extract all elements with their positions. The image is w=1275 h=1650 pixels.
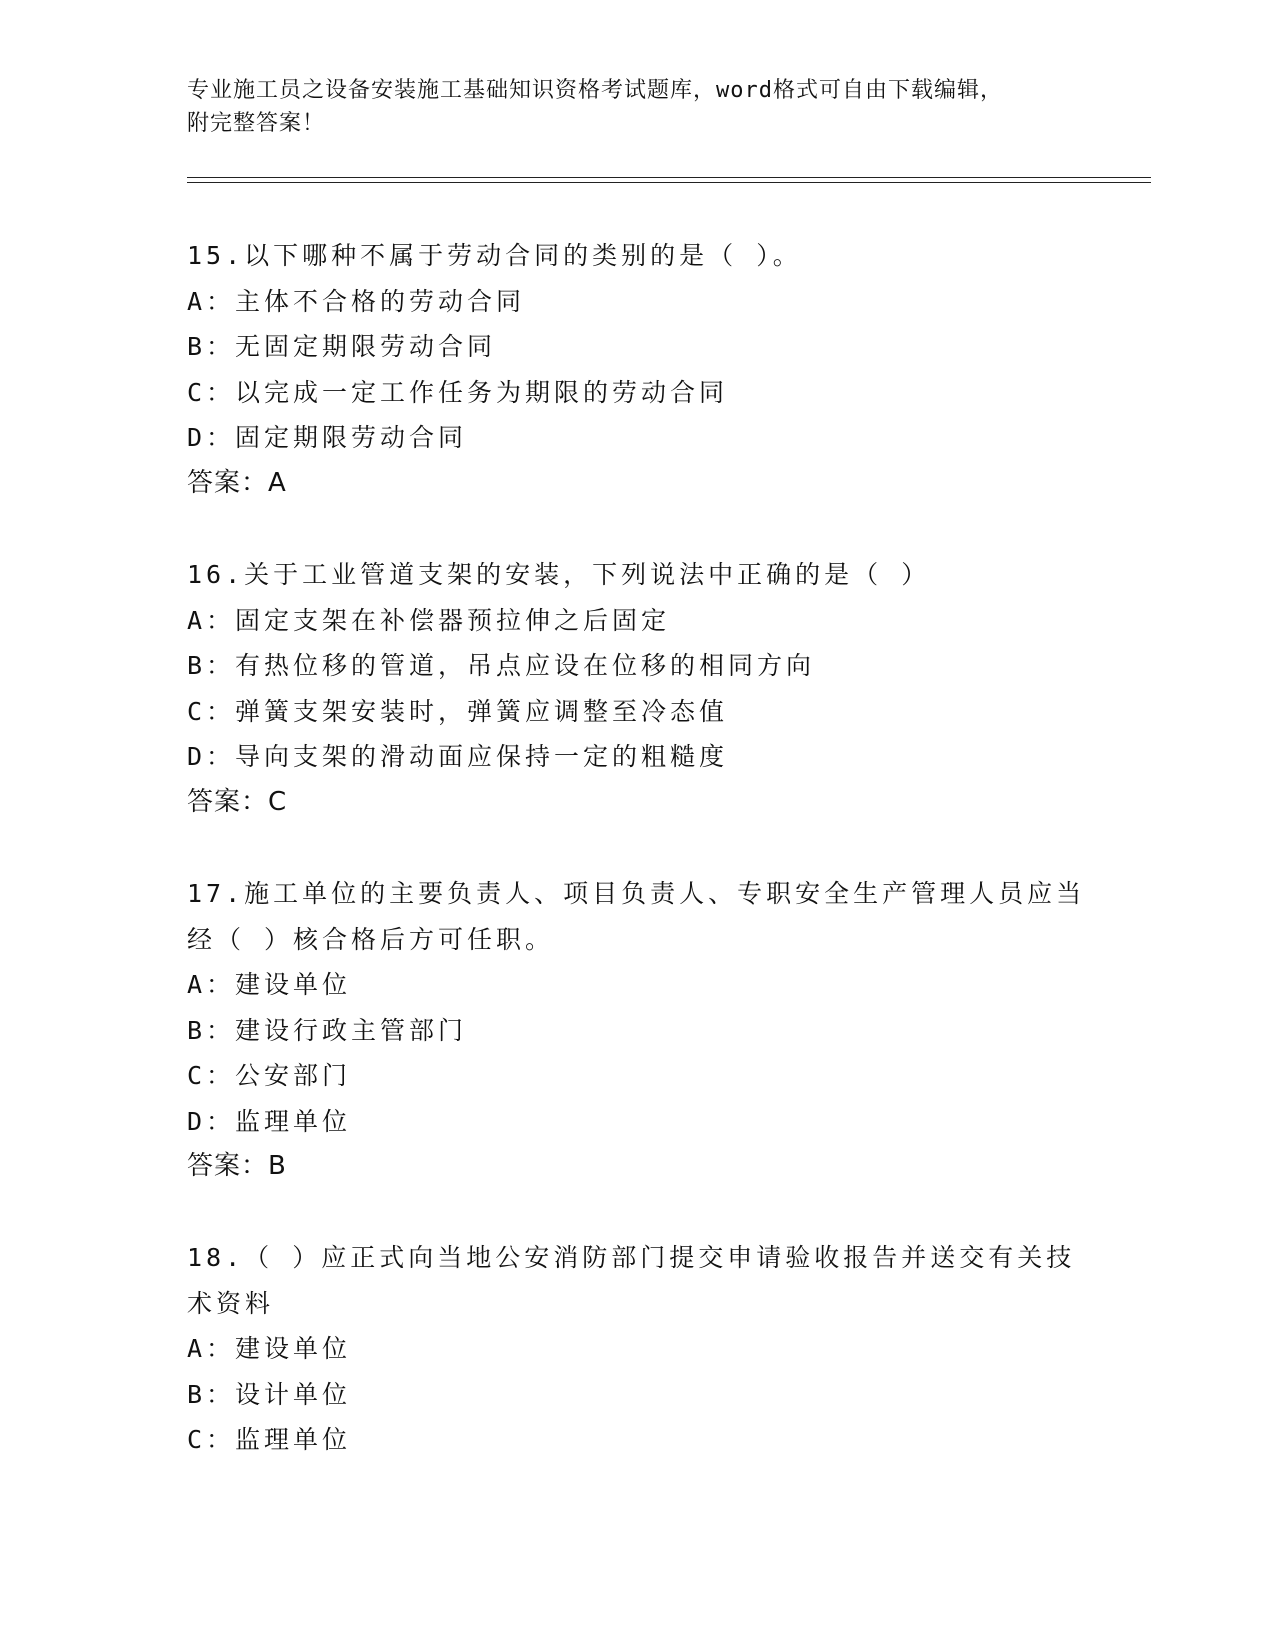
question-stem-line-2: 经（ ）核合格后方可任职。 (187, 924, 555, 954)
option-a: A：主体不合格的劳动合同 (187, 286, 526, 316)
header-line-1: 专业施工员之设备安装施工基础知识资格考试题库，word格式可自由下载编辑， (187, 78, 1003, 103)
question-18 (187, 1235, 1087, 1463)
answer: 答案：A (187, 467, 287, 498)
option-d: D：监理单位 (187, 1106, 352, 1136)
option-a: A：建设单位 (187, 970, 352, 999)
question-stem-line-1: 17.施工单位的主要负责人、项目负责人、专职安全生产管理人员应当 (187, 879, 1086, 908)
option-b: B：建设行政主管部门 (187, 1015, 468, 1045)
question-stem-line-1: 18.（ ）应正式向当地公安消防部门提交申请验收报告并送交有关技 (187, 1243, 1076, 1272)
option-c: C：公安部门 (187, 1061, 352, 1090)
question-17 (187, 871, 1087, 1190)
question-stem: 15.以下哪种不属于劳动合同的类别的是（ ）。 (187, 241, 802, 270)
answer: 答案：C (187, 786, 288, 817)
option-a: A：建设单位 (187, 1334, 352, 1363)
option-b: B：设计单位 (187, 1379, 352, 1409)
answer: 答案：B (187, 1151, 287, 1181)
option-d: D：导向支架的滑动面应保持一定的粗糙度 (187, 742, 729, 771)
option-c: C：以完成一定工作任务为期限的劳动合同 (187, 377, 729, 407)
option-d: D：固定期限劳动合同 (187, 423, 468, 452)
question-16 (187, 552, 1087, 825)
question-15 (187, 233, 1087, 506)
header-line-2: 附完整答案！ (187, 111, 326, 136)
option-a: A：固定支架在补偿器预拉伸之后固定 (187, 605, 671, 635)
option-b: B：无固定期限劳动合同 (187, 332, 497, 361)
header-divider-top (187, 177, 1151, 178)
option-c: C：监理单位 (187, 1425, 352, 1454)
question-stem-line-2: 术资料 (187, 1288, 275, 1318)
option-b: B：有热位移的管道，吊点应设在位移的相同方向 (187, 651, 816, 680)
option-c: C：弹簧支架安装时，弹簧应调整至冷态值 (187, 696, 729, 726)
question-stem: 16.关于工业管道支架的安装，下列说法中正确的是（ ） (187, 560, 931, 589)
document-header (187, 74, 1087, 140)
header-divider-bottom (187, 182, 1151, 183)
